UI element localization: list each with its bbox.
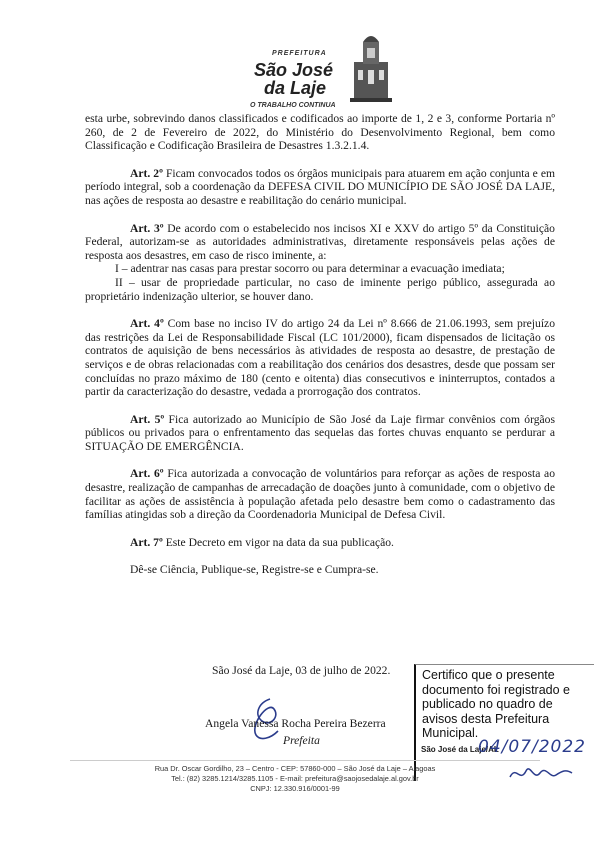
- intro-paragraph: esta urbe, sobrevindo danos classificados e codificados ao importe de 1, 2 e 3, conforme Portaria nº 260, de 2 de Fevereiro de 2022, do Ministério do Desenvolvimento Regional, bem como Classificação e Codificação Brasileira de Desastres 1.3.2.1.4.: [85, 112, 555, 153]
- article-3-label: Art. 3º: [130, 221, 164, 235]
- article-2-label: Art. 2º: [130, 166, 163, 180]
- footer-contact: Tel.: (82) 3285.1214/3285.1105 - E-mail: prefeitura@saojosedalaje.al.gov.br: [171, 774, 419, 783]
- article-5: [85, 413, 555, 454]
- certificate-initials-icon: [506, 761, 576, 785]
- article-6: [85, 467, 555, 521]
- certificate-text: Certifico que o presente documento foi registrado e publicado no quadro de avisos desta Prefeitura Municipal.: [422, 668, 571, 740]
- article-7-label: Art. 7º: [130, 535, 163, 549]
- logo-slogan: O TRABALHO CONTINUA: [250, 102, 336, 109]
- article-6-text: Fica autorizada a convocação de voluntários para reforçar as ações de resposta ao desastre, realização de campanhas de arrecadação de doações junto à comunidade, com o objetivo de facilitar as ações de assistência à população afetada pelo desastre bem como o cadastramento das famílias atingidas sob a direção da Coordenadoria Municipal de Defesa Civil.: [85, 467, 555, 522]
- article-5-text: Fica autorizado ao Município de São José da Laje firmar convênios com órgãos públicos ou privados para o enfrentamento das sequelas das fortes chuvas enquanto se perdurar a SITUAÇÃO DE EMERGÊNCIA.: [85, 412, 555, 453]
- article-6-label: Art. 6º: [130, 467, 164, 481]
- signatory-name: Angela Vanessa Rocha Pereira Bezerra: [205, 717, 386, 730]
- municipal-logo: [250, 32, 410, 122]
- logo-prefeitura-label: PREFEITURA: [272, 50, 327, 57]
- signatory-role: Prefeita: [283, 734, 320, 747]
- place-date: São José da Laje, 03 de julho de 2022.: [212, 664, 391, 677]
- certificate-handwritten-date: 04/07/2022: [478, 737, 586, 757]
- article-2: [85, 167, 555, 208]
- footer-address: Rua Dr. Oscar Gordilho, 23 – Centro - CEP: 57860-000 – São José da Laje – Alagoas: [154, 764, 436, 773]
- article-3-text: De acordo com o estabelecido nos incisos XI e XXV do artigo 5º da Constituição Federal, autorizam-se as autoridades administrativas, diretamente responsáveis pelas ações de resposta aos desastres, em caso de risco iminente, a:: [85, 221, 555, 262]
- article-3-item-1: I – adentrar nas casas para prestar socorro ou para determinar a evacuação imediata;: [115, 262, 505, 276]
- footer-cnpj: CNPJ: 12.330.916/0001-99: [250, 784, 340, 793]
- article-5-label: Art. 5º: [130, 412, 165, 426]
- article-3: [85, 222, 555, 263]
- church-building-icon: [346, 32, 396, 104]
- logo-name-line1: São José: [254, 60, 334, 80]
- article-2-text: Ficam convocados todos os órgãos municipais para atuarem em ação conjunta e em período integral, sob a coordenação da DEFESA CIVIL DO MUNICÍPIO DE SÃO JOSÉ DA LAJE, nas ações de resposta ao desastre e reabilitação do cenário municipal.: [85, 166, 555, 207]
- footer: [130, 764, 460, 794]
- closing-statement: Dê-se Ciência, Publique-se, Registre-se e Cumpra-se.: [130, 563, 379, 577]
- article-4: [85, 317, 555, 399]
- article-3-item-2: II – usar de propriedade particular, no caso de iminente perigo público, assegurada ao proprietário indenização ulterior, se houver dano.: [85, 275, 555, 303]
- certificate-location: São José da Laje/AL: [421, 745, 499, 754]
- decree-body: [85, 112, 555, 591]
- article-4-label: Art. 4º: [130, 317, 164, 331]
- footer-divider: [70, 760, 540, 761]
- article-7-text: Este Decreto em vigor na data da sua publicação.: [162, 535, 394, 549]
- logo-name-line2: da Laje: [264, 78, 327, 98]
- article-4-text: Com base no inciso IV do artigo 24 da Lei nº 8.666 de 21.06.1993, sem prejuízo das restrições da Lei de Responsabilidade Fiscal (LC 101/2000), ficam dispensados de licitação os contratos de aquisição de bens necessários às atividades de resposta ao desastre, de prestação de serviços e de obras relacionadas com a reabilitação dos cenários dos desastres, desde que possam ser concluídas no prazo máximo de 180 (cento e oitenta) dias consecutivos e ininterruptos, contados a partir da caracterização do desastre, vedada a prorrogação dos contratos.: [85, 317, 555, 399]
- article-7: [85, 536, 555, 550]
